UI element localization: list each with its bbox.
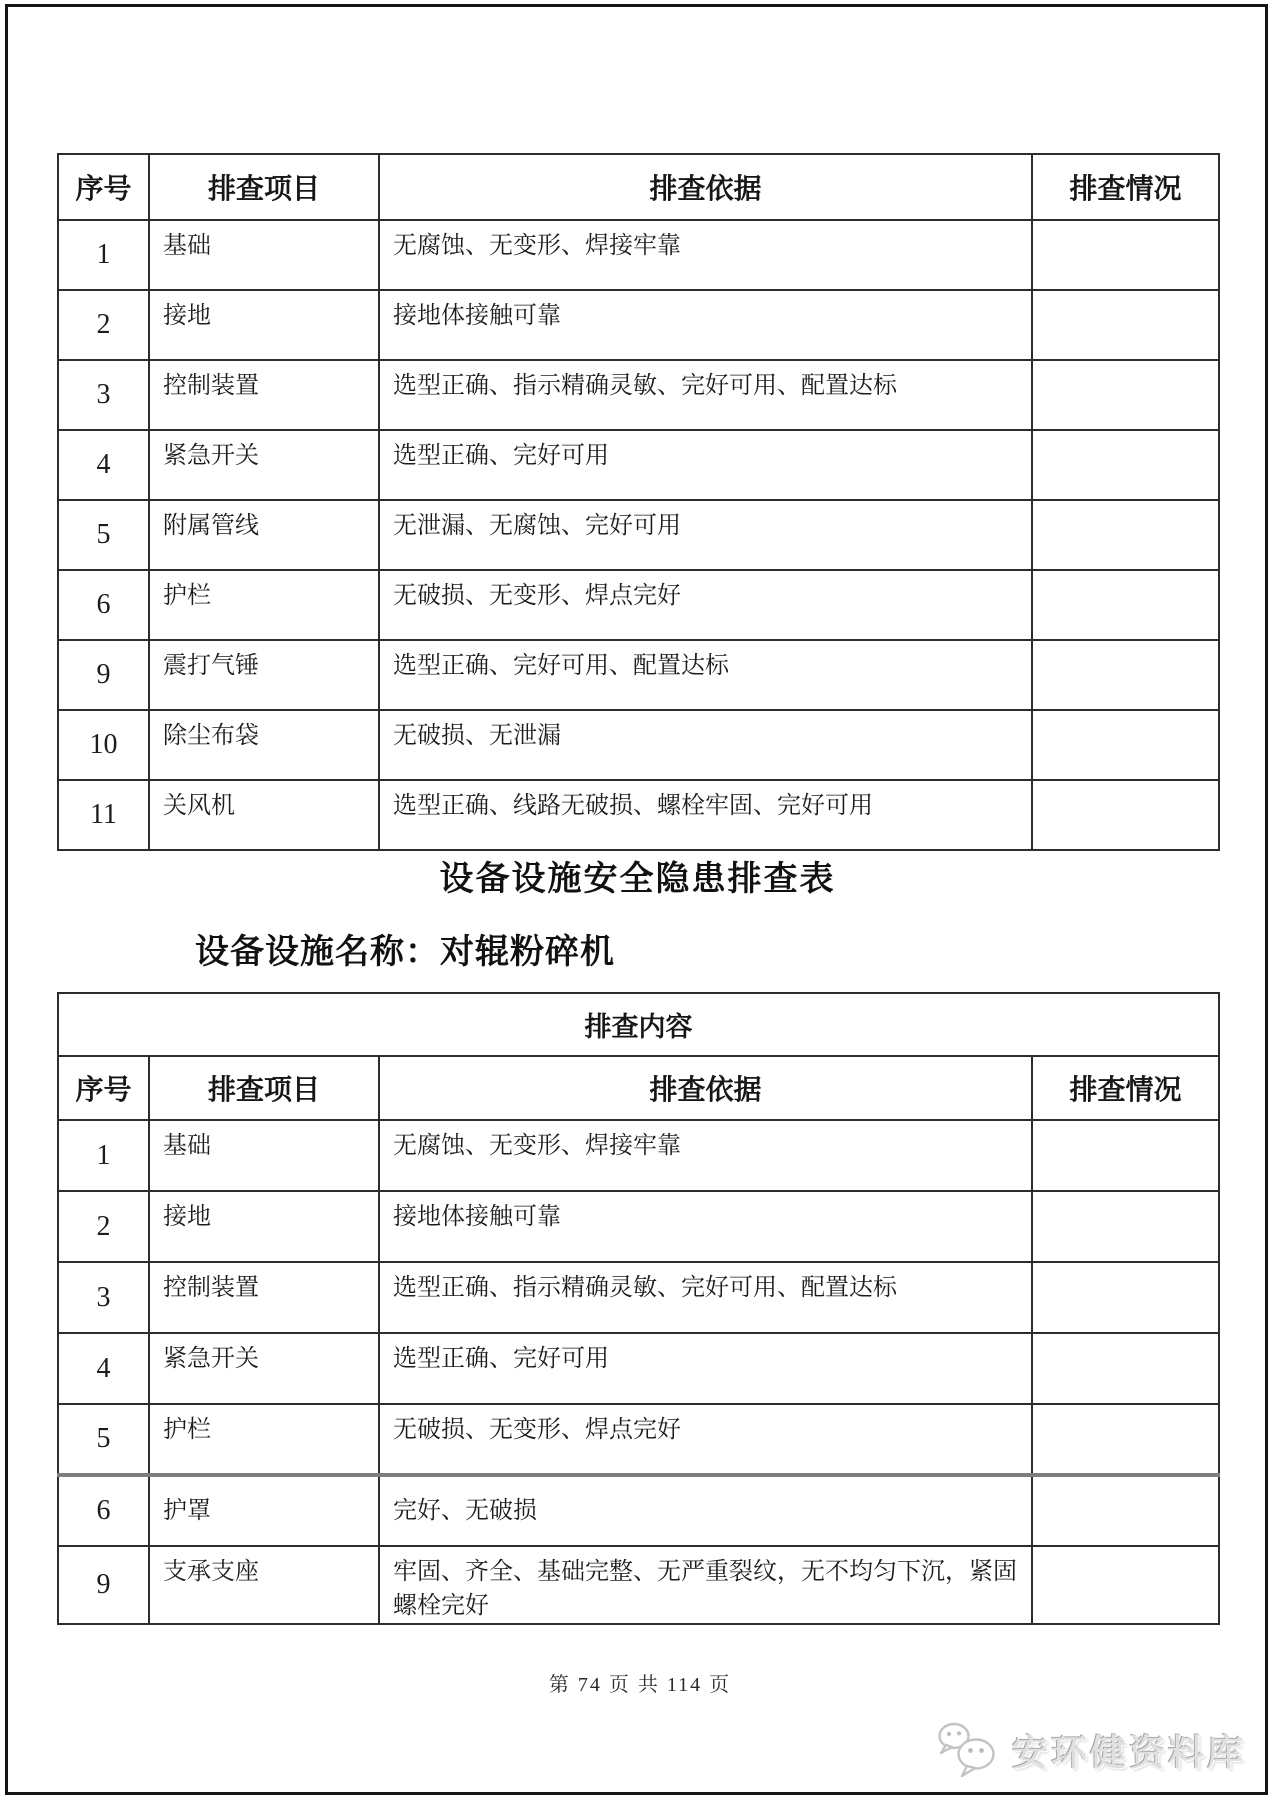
cell-no: 4: [58, 430, 149, 500]
cell-basis: 无泄漏、无腐蚀、完好可用: [379, 500, 1032, 570]
cell-status: [1032, 1404, 1219, 1475]
cell-basis: 选型正确、完好可用: [379, 1333, 1032, 1404]
cell-no: 9: [58, 640, 149, 710]
cell-item: 基础: [149, 220, 379, 290]
header-inspection-item: 排查项目: [149, 1056, 379, 1120]
watermark: [936, 1720, 1246, 1780]
cell-basis: 无破损、无泄漏: [379, 710, 1032, 780]
cell-basis: 选型正确、完好可用: [379, 430, 1032, 500]
table1-body: [58, 220, 1219, 850]
page-title: 设备设施安全隐患排查表: [439, 861, 836, 898]
table-row: [58, 780, 1219, 850]
cell-basis: 选型正确、指示精确灵敏、完好可用、配置达标: [379, 360, 1032, 430]
cell-item: 紧急开关: [149, 1333, 379, 1404]
table-row: [58, 220, 1219, 290]
table-row: [58, 640, 1219, 710]
inspection-table-1: [57, 153, 1220, 851]
cell-status: [1032, 710, 1219, 780]
cell-item: 控制装置: [149, 1262, 379, 1333]
cell-item: 基础: [149, 1120, 379, 1191]
cell-status: [1032, 1475, 1219, 1546]
cell-item: 支承支座: [149, 1546, 379, 1624]
table-row: [58, 570, 1219, 640]
cell-no: 2: [58, 1191, 149, 1262]
cell-status: [1032, 360, 1219, 430]
cell-status: [1032, 1120, 1219, 1191]
wechat-bubbles-icon: [936, 1721, 1002, 1779]
cell-no: 6: [58, 570, 149, 640]
header-seq-no: 序号: [58, 1056, 149, 1120]
cell-basis: 完好、无破损: [379, 1475, 1032, 1546]
table-row: [58, 1120, 1219, 1191]
cell-no: 1: [58, 1120, 149, 1191]
cell-no: 4: [58, 1333, 149, 1404]
table1-header-row: [58, 154, 1219, 220]
table-row: [58, 500, 1219, 570]
cell-item: 护栏: [149, 1404, 379, 1475]
cell-basis: 选型正确、指示精确灵敏、完好可用、配置达标: [379, 1262, 1032, 1333]
cell-item: 震打气锤: [149, 640, 379, 710]
cell-item: 附属管线: [149, 500, 379, 570]
cell-status: [1032, 220, 1219, 290]
table-row: [58, 1191, 1219, 1262]
table-row: [58, 710, 1219, 780]
table-row: [58, 1475, 1219, 1546]
header-inspection-basis: 排查依据: [379, 154, 1032, 220]
cell-item: 接地: [149, 1191, 379, 1262]
cell-status: [1032, 640, 1219, 710]
cell-no: 11: [58, 780, 149, 850]
page-number-footer: 第 74 页 共 114 页: [548, 1674, 732, 1696]
cell-no: 1: [58, 220, 149, 290]
cell-basis: 无破损、无变形、焊点完好: [379, 570, 1032, 640]
equipment-name-label: 设备设施名称：对辊粉碎机: [195, 934, 615, 971]
header-inspection-status: 排查情况: [1032, 1056, 1219, 1120]
cell-status: [1032, 290, 1219, 360]
cell-basis: 接地体接触可靠: [379, 290, 1032, 360]
cell-status: [1032, 1333, 1219, 1404]
cell-basis: 选型正确、完好可用、配置达标: [379, 640, 1032, 710]
table-row: [58, 1546, 1219, 1624]
cell-item: 护罩: [149, 1475, 379, 1546]
cell-basis: 无腐蚀、无变形、焊接牢靠: [379, 1120, 1032, 1191]
header-seq-no: 序号: [58, 154, 149, 220]
cell-item: 除尘布袋: [149, 710, 379, 780]
cell-no: 10: [58, 710, 149, 780]
header-inspection-basis: 排查依据: [379, 1056, 1032, 1120]
watermark-text: 安环健资料库: [1011, 1732, 1246, 1773]
cell-basis: 接地体接触可靠: [379, 1191, 1032, 1262]
cell-status: [1032, 1191, 1219, 1262]
table-row: [58, 430, 1219, 500]
header-inspection-item: 排查项目: [149, 154, 379, 220]
cell-basis: 无腐蚀、无变形、焊接牢靠: [379, 220, 1032, 290]
cell-no: 3: [58, 360, 149, 430]
header-inspection-status: 排查情况: [1032, 154, 1219, 220]
cell-status: [1032, 780, 1219, 850]
table-row: [58, 1262, 1219, 1333]
cell-no: 9: [58, 1546, 149, 1624]
cell-item: 紧急开关: [149, 430, 379, 500]
table-row: [58, 1404, 1219, 1475]
cell-item: 护栏: [149, 570, 379, 640]
table-row: [58, 1333, 1219, 1404]
cell-item: 控制装置: [149, 360, 379, 430]
cell-basis: 无破损、无变形、焊点完好: [379, 1404, 1032, 1475]
cell-no: 3: [58, 1262, 149, 1333]
cell-basis: 选型正确、线路无破损、螺栓牢固、完好可用: [379, 780, 1032, 850]
cell-status: [1032, 430, 1219, 500]
table2-body: [58, 1120, 1219, 1624]
table2-header-row: [58, 1056, 1219, 1120]
table-row: [58, 360, 1219, 430]
inspection-table-2: [57, 992, 1220, 1625]
cell-item: 关风机: [149, 780, 379, 850]
cell-basis: 牢固、齐全、基础完整、无严重裂纹，无不均匀下沉，紧固螺栓完好: [379, 1546, 1032, 1624]
cell-no: 5: [58, 500, 149, 570]
cell-no: 5: [58, 1404, 149, 1475]
cell-no: 6: [58, 1475, 149, 1546]
cell-status: [1032, 1546, 1219, 1624]
cell-status: [1032, 1262, 1219, 1333]
table2-banner-row: [58, 993, 1219, 1056]
banner-inspection-content: 排查内容: [58, 993, 1219, 1056]
table-row: [58, 290, 1219, 360]
cell-no: 2: [58, 290, 149, 360]
cell-status: [1032, 500, 1219, 570]
cell-status: [1032, 570, 1219, 640]
cell-item: 接地: [149, 290, 379, 360]
